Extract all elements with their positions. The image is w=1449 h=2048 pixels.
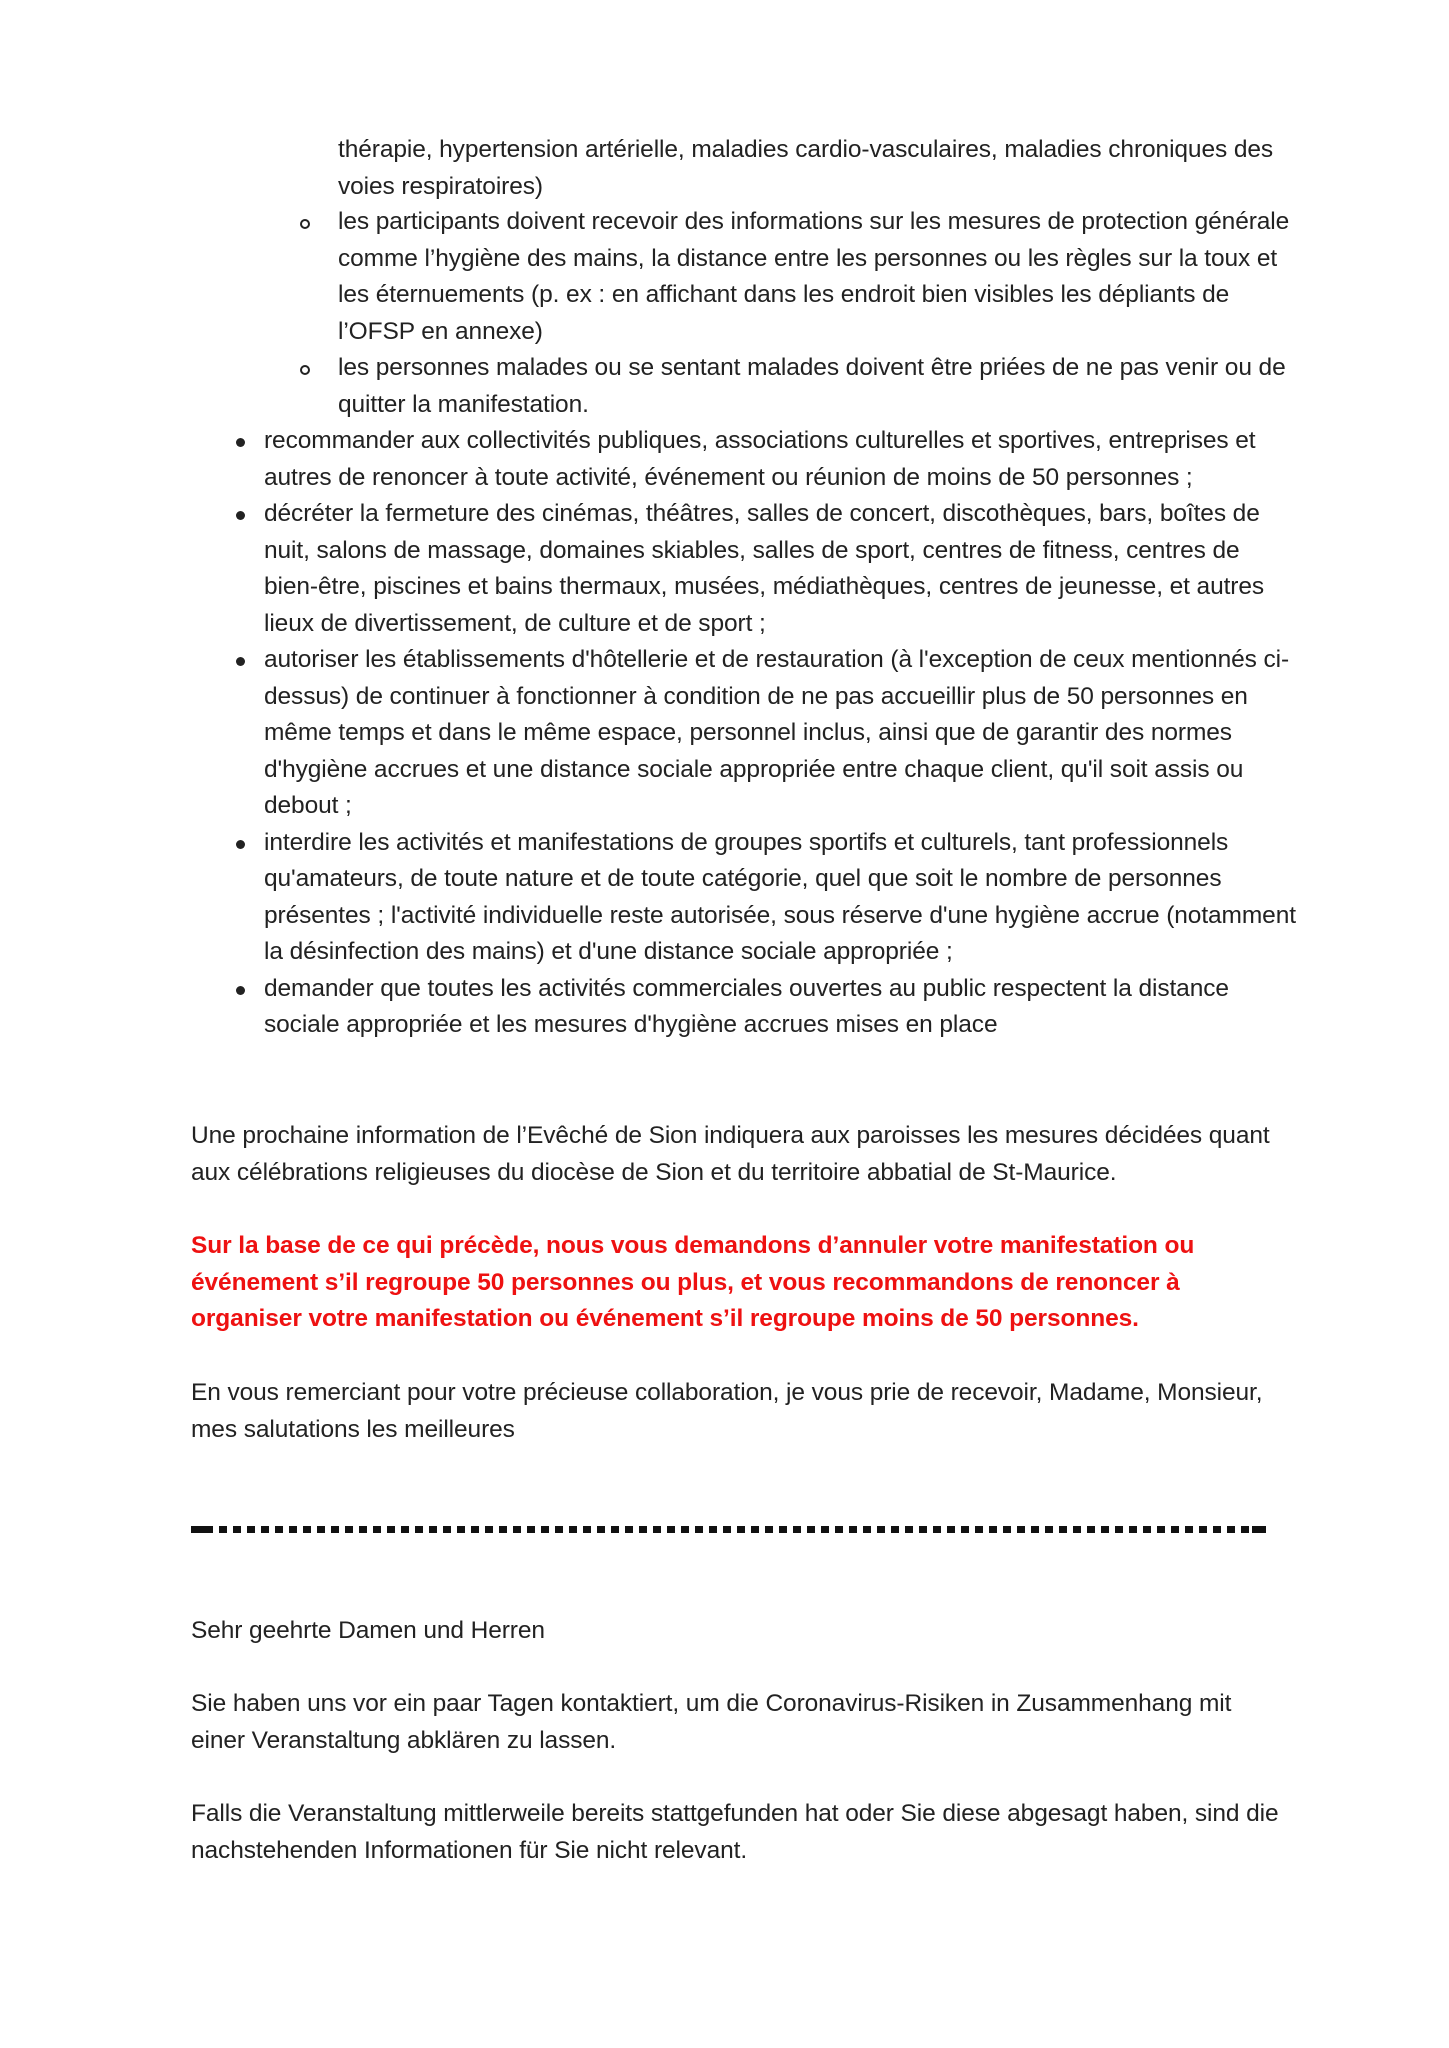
sub-item-continuation: thérapie, hypertension artérielle, maladies cardio-vasculaires, maladies chroniques des voies respiratoires): [338, 136, 1274, 200]
sub-list-item: les personnes malades ou se sentant malades doivent être priées de ne pas venir ou de quitter la manifestation.: [300, 350, 1290, 423]
german-greeting: Sehr geehrte Damen und Herren: [191, 1617, 545, 1644]
sub-bullet-list: [300, 204, 1290, 423]
measures-bullet-list: [228, 423, 1298, 1044]
measure-list-item: demander que toutes les activités commerciales ouvertes au public respectent la distance sociale appropriée et les mesures d'hygiène accrues mises en place: [228, 971, 1298, 1044]
german-relevance-paragraph: Falls die Veranstaltung mittlerweile bereits stattgefunden hat oder Sie diese abgesagt haben, sind die nachstehenden Informationen für Sie nicht relevant.: [191, 1800, 1279, 1864]
section-divider: [191, 1526, 1266, 1533]
german-contact-paragraph: Sie haben uns vor ein paar Tagen kontaktiert, um die Coronavirus-Risiken in Zusammenhang mit einer Veranstaltung abklären zu lassen.: [191, 1690, 1232, 1754]
eveche-paragraph: Une prochaine information de l’Evêché de Sion indiquera aux paroisses les mesures décidées quant aux célébrations religieuses du diocèse de Sion et du territoire abbatial de St-Maurice.: [191, 1122, 1270, 1186]
sub-list-item: les participants doivent recevoir des informations sur les mesures de protection générale comme l’hygiène des mains, la distance entre les personnes ou les règles sur la toux et les éternuements (p. ex : en affichant dans les endroit bien visibles les dépliants de l’OFSP en annexe): [300, 204, 1290, 350]
closing-paragraph: En vous remerciant pour votre précieuse collaboration, je vous prie de recevoir, Madame, Monsieur, mes salutations les meilleures: [191, 1379, 1263, 1443]
warning-paragraph: Sur la base de ce qui précède, nous vous demandons d’annuler votre manifestation ou événement s’il regroupe 50 personnes ou plus, et vous recommandons de renoncer à organiser votre manifestation ou événement s’il regroupe moins de 50 personnes.: [191, 1232, 1195, 1332]
measure-list-item: décréter la fermeture des cinémas, théâtres, salles de concert, discothèques, bars, boîtes de nuit, salons de massage, domaines skiables, salles de sport, centres de fitness, centres de bien-être, piscines et bains thermaux, musées, médiathèques, centres de jeunesse, et autres lieux de divertissement, de culture et de sport ;: [228, 496, 1298, 642]
measure-list-item: recommander aux collectivités publiques, associations culturelles et sportives, entreprises et autres de renoncer à toute activité, événement ou réunion de moins de 50 personnes ;: [228, 423, 1298, 496]
measure-list-item: autoriser les établissements d'hôtellerie et de restauration (à l'exception de ceux mentionnés ci-dessus) de continuer à fonctionner à condition de ne pas accueillir plus de 50 personnes en même temps et dans le même espace, personnel inclus, ainsi que de garantir des normes d'hygiène accrues et une distance sociale appropriée entre chaque client, qu'il soit assis ou debout ;: [228, 642, 1298, 825]
measure-list-item: interdire les activités et manifestations de groupes sportifs et culturels, tant professionnels qu'amateurs, de toute nature et de toute catégorie, quel que soit le nombre de personnes présentes ; l'activité individuelle reste autorisée, sous réserve d'une hygiène accrue (notamment la désinfection des mains) et d'une distance sociale appropriée ;: [228, 825, 1298, 971]
